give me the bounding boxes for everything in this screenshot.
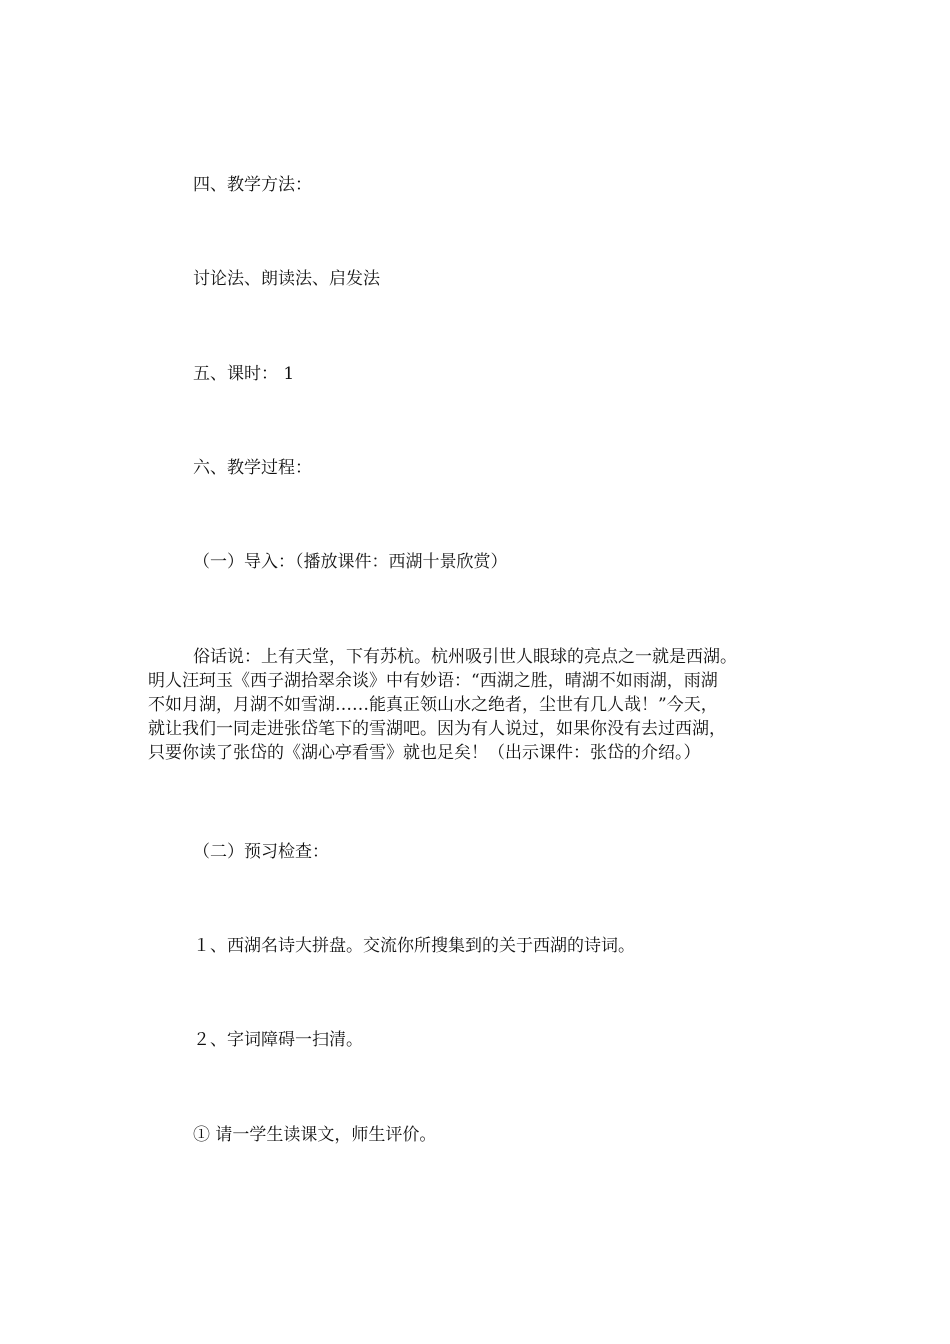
- heading-teaching-methods: 四、教学方法：: [193, 175, 312, 195]
- intro-paragraph-line: 不如月湖，月湖不如雪湖……能真正领山水之绝者，尘世有几人哉！”今天，: [148, 695, 718, 715]
- section-preview-title: （二）预习检查：: [193, 842, 329, 862]
- intro-paragraph-line: 只要你读了张岱的《湖心亭看雪》就也足矣！（出示课件：张岱的介绍。）: [148, 743, 701, 763]
- sub-item-1: ① 请一学生读课文，师生评价。: [193, 1125, 437, 1145]
- teaching-methods-text: 讨论法、朗读法、启发法: [193, 269, 380, 289]
- preview-item-2: ２、字词障碍一扫清。: [193, 1030, 363, 1050]
- intro-paragraph-line: 明人汪珂玉《西子湖拾翠余谈》中有妙语：“西湖之胜，晴湖不如雨湖，雨湖: [148, 671, 718, 691]
- heading-teaching-process: 六、教学过程：: [193, 458, 312, 478]
- preview-item-1: １、西湖名诗大拼盘。交流你所搜集到的关于西湖的诗词。: [193, 936, 635, 956]
- section-intro-title: （一）导入：（播放课件：西湖十景欣赏）: [193, 552, 508, 572]
- intro-paragraph-line: 俗话说：上有天堂，下有苏杭。杭州吸引世人眼球的亮点之一就是西湖。: [193, 647, 737, 667]
- heading-class-hours: 五、课时： 1: [193, 364, 295, 384]
- intro-paragraph-line: 就让我们一同走进张岱笔下的雪湖吧。因为有人说过，如果你没有去过西湖，: [148, 719, 726, 739]
- intro-paragraph: [148, 645, 808, 765]
